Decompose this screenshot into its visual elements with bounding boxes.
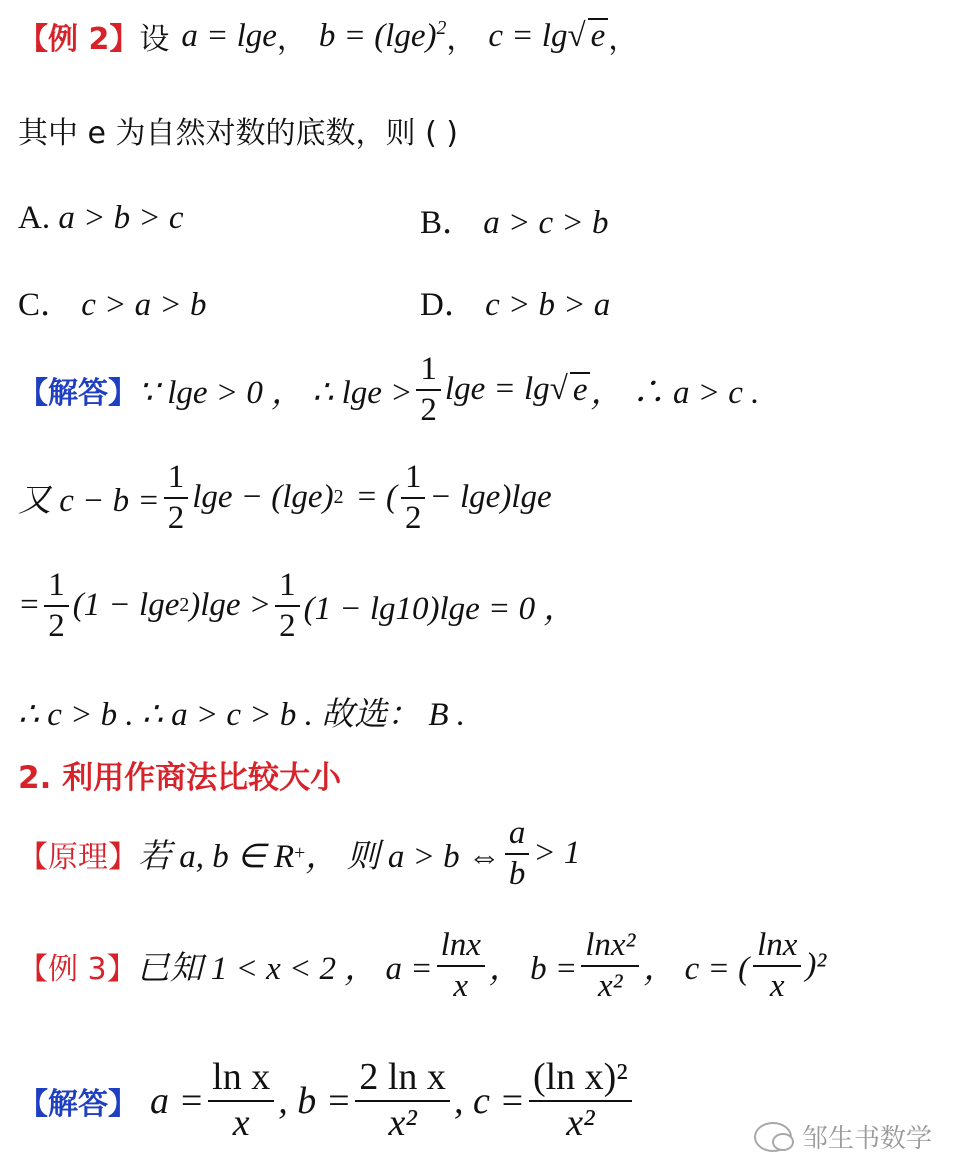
option-d xyxy=(420,278,610,325)
solution-tag: 【解答】 xyxy=(18,1086,138,1122)
option-b-text: a > c > b xyxy=(483,205,609,241)
option-a-text: a > b > c xyxy=(58,200,184,236)
fraction: $\frac{1}{2}$ xyxy=(275,568,300,643)
option-c xyxy=(18,278,206,325)
separator: ， xyxy=(276,22,307,57)
principle-line: 【原理】 若 a, b ∈ R + ， 则 a > b ⇔ $\frac{a}{b}$ > 1 xyxy=(18,815,581,892)
a-definition: a = lge xyxy=(181,17,277,54)
fraction: $\frac{\ln x}{x}$ xyxy=(437,928,485,1003)
fraction: $\frac{\text{ln x}}{x}$ xyxy=(208,1058,274,1144)
fraction: $\frac{1}{2}$ xyxy=(416,352,441,427)
option-a xyxy=(18,200,184,237)
wechat-icon xyxy=(754,1122,792,1152)
fraction: $\frac{1}{2}$ xyxy=(44,568,69,643)
separator: ， xyxy=(608,22,639,57)
example-2-line xyxy=(18,14,638,58)
section-2-heading: 2. 利用作商法比较大小 xyxy=(18,760,342,796)
question-text: 其中 e 为自然对数的底数，则 ( ) xyxy=(18,116,459,151)
solution-2-line-2: 又 c − b = $\frac{1}{2}$ lge − (lge) 2 = ( $\frac{1}{2}$ − lge)lge xyxy=(18,459,552,536)
fraction: $\frac{1}{2}$ xyxy=(164,460,189,535)
fraction: $\frac{\ln x}{x}$ xyxy=(753,928,801,1003)
example-2-intro: 设 xyxy=(139,22,170,57)
b-definition: $b = (\lg e)^2$ xyxy=(318,17,447,54)
option-b xyxy=(420,196,608,243)
option-d-text: c > b > a xyxy=(485,287,611,323)
solution-tag: 【解答】 xyxy=(18,375,138,411)
fraction: $\frac{\text{lnx²}}{\text{x²}}$ xyxy=(581,928,639,1003)
fraction: $\frac{\text{(ln x)²}}{\text{x²}}$ xyxy=(529,1058,632,1144)
option-a-label: A. xyxy=(18,200,51,236)
c-definition: c = lg√ e xyxy=(488,18,608,55)
watermark xyxy=(754,1118,932,1155)
watermark-text: 邹生书数学 xyxy=(801,1124,932,1154)
option-b-label: B． xyxy=(420,205,476,241)
fraction: $\frac{1}{2}$ xyxy=(401,460,426,535)
principle-tag: 【原理】 xyxy=(18,839,138,875)
solution-3-line: 【解答】 a = $\frac{\text{ln x}}{x}$ , b = $\frac{\text{2 ln x}}{\text{x²}}$ , c = $\frac{\text{(ln x)²}}{\text{x²}}$ xyxy=(18,1058,636,1144)
solution-2-conclusion: ∴ c > b . ∴ a > c > b . 故选： B . xyxy=(18,697,465,733)
example-3-tag: 【例 3】 xyxy=(18,951,137,987)
option-d-label: D． xyxy=(420,287,477,323)
fraction: $\frac{a}{b}$ xyxy=(505,816,530,891)
option-c-label: C． xyxy=(18,287,74,323)
fraction: $\frac{\text{2 ln x}}{\text{x²}}$ xyxy=(355,1058,450,1144)
option-c-text: c > a > b xyxy=(81,287,207,323)
separator: ， xyxy=(446,22,477,57)
example-2-tag: 【例 2】 xyxy=(18,22,140,57)
solution-2-line-1: 【解答】 ∵ lge > 0 ， ∴ lge > $\frac{1}{2}$ lge = lg √ e ， ∴ a > c . xyxy=(18,351,760,428)
solution-2-line-3: = $\frac{1}{2}$ (1 − lge 2 )lge > $\frac{1}{2}$ (1 − lg10)lge = 0 ， xyxy=(18,567,577,644)
example-3-line: 【例 3】 已知 1 < x < 2 ， a = $\frac{\ln x}{x}$ ， b = $\frac{\text{lnx²}}{\text{x²}}$ ， c = ( $\frac{\ln x}{x}$ )² xyxy=(18,927,827,1004)
